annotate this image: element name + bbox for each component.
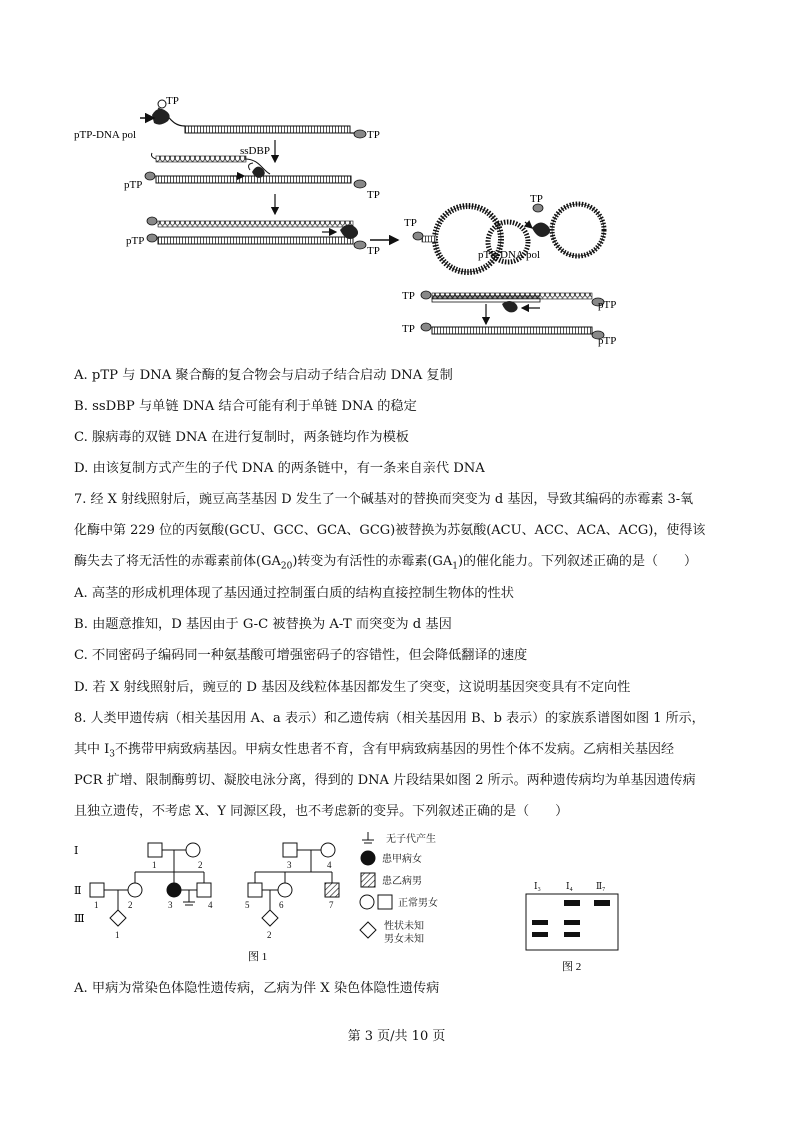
label-tp-3: TP — [367, 189, 380, 201]
q8-stem-line3: PCR 扩增、限制酶剪切、凝胶电泳分离，得到的 DNA 片段结果如图 2 所示。两种遗传病均为单基因遗传病 — [74, 773, 696, 788]
III1-unknown — [110, 910, 126, 926]
legend-affected-a-female: 患甲病女 — [382, 854, 422, 865]
II3-affected-female — [167, 883, 181, 897]
gel-figure-2 — [520, 878, 630, 973]
label-tp-1: TP — [166, 95, 179, 107]
num-I4: 4 — [327, 860, 332, 870]
num-II7: 7 — [329, 900, 334, 910]
band-I3-mid — [532, 920, 548, 925]
q7-option-c: C. 不同密码子编码同一种氨基酸可增强密码子的容错性，但会降低翻译的速度 — [74, 648, 528, 663]
num-I1: 1 — [152, 860, 157, 870]
II6-female — [278, 883, 292, 897]
row3-dsdna — [147, 217, 366, 249]
single-strand-circle — [413, 206, 501, 272]
band-I3-low — [532, 932, 548, 937]
II1-male — [90, 883, 104, 897]
num-II2: 2 — [128, 900, 133, 910]
q6-option-c: C. 腺病毒的双链 DNA 在进行复制时，两条链均作为模板 — [74, 430, 409, 445]
num-I2: 2 — [198, 860, 203, 870]
replication-diagram — [70, 90, 630, 355]
gen-label-III: Ⅲ — [74, 913, 85, 925]
q6-option-b: B. ssDBP 与单链 DNA 结合可能有利于单链 DNA 的稳定 — [74, 399, 417, 414]
gen-label-I: Ⅰ — [74, 845, 79, 857]
q7-option-a: A. 高茎的形成机理体现了基因通过控制蛋白质的结构直接控制生物体的性状 — [74, 586, 514, 601]
num-II6: 6 — [279, 900, 284, 910]
q7-stem-line3: 酶失去了将无活性的赤霉素前体$(GA_{20})$转变为有活性的赤霉素$(GA_1)$的催化能力。下列叙述正确的是（ ） — [74, 554, 698, 572]
label-ptp-3: pTP — [598, 299, 617, 311]
daughter-row1 — [421, 291, 604, 312]
II2-female — [128, 883, 142, 897]
band-I4-top — [564, 900, 580, 906]
q6-option-d: D. 由该复制方式产生的子代 DNA 的两条链中，有一条来自亲代 DNA — [74, 461, 485, 476]
gel-lane-label-II7: $Ⅱ_7$ — [596, 881, 606, 893]
I3-male — [283, 843, 297, 857]
label-ptp-2: pTP — [126, 235, 145, 247]
q8-stem-line4: 且独立遗传，不考虑 X、Y 同源区段，也不考虑新的变异。下列叙述正确的是（ ） — [74, 804, 569, 819]
label-ptp-dna-pol-1: pTP-DNA pol — [74, 129, 137, 141]
gen-label-II: Ⅱ — [74, 885, 82, 897]
q7-stem-line1: 7. 经 X 射线照射后，豌豆高茎基因 D 发生了一个碱基对的替换而突变为 d 基因，导致其编码的赤霉素 3-氧 — [74, 492, 694, 507]
legend-no-offspring: 无子代产生 — [386, 834, 436, 845]
figure-2-caption: 图 2 — [562, 961, 582, 973]
I4-female — [321, 843, 335, 857]
band-I4-mid — [564, 920, 580, 925]
III2-unknown — [262, 910, 278, 926]
label-ptp-4: pTP — [598, 335, 617, 347]
legend-normal: 正常男女 — [398, 898, 438, 909]
q8-option-a: A. 甲病为常染色体隐性遗传病，乙病为伴 X 染色体隐性遗传病 — [74, 981, 440, 996]
num-II4: 4 — [208, 900, 213, 910]
q7-option-d: D. 若 X 射线照射后，豌豆的 D 基因及线粒体基因都发生了突变，这说明基因突变具有不定向性 — [74, 680, 631, 695]
label-tp-6: TP — [530, 193, 543, 205]
II5-male — [248, 883, 262, 897]
q7-option-b: B. 由题意推知，D 基因由于 G-C 被替换为 A-T 而突变为 d 基因 — [74, 617, 452, 632]
num-III1: 1 — [115, 930, 120, 940]
q8-stem-line1: 8. 人类甲遗传病（相关基因用 A、a 表示）和乙遗传病（相关基因用 B、b 表示）的家族系谱图如图 1 所示， — [74, 711, 705, 726]
q6-option-a: A. pTP 与 DNA 聚合酶的复合物会与启动子结合启动 DNA 复制 — [74, 368, 453, 383]
label-ptp-1: pTP — [124, 179, 143, 191]
page-footer: 第 3 页/共 10 页 — [347, 1029, 446, 1044]
label-tp-4: TP — [367, 245, 380, 257]
num-II1: 1 — [94, 900, 99, 910]
num-II5: 5 — [245, 900, 250, 910]
legend-unknown-1: 性状未知 — [384, 921, 424, 932]
daughter-row2 — [421, 323, 604, 339]
band-I4-low — [564, 932, 580, 937]
II4-male — [197, 883, 211, 897]
q7-stem-line2: 化酶中第 229 位的丙氨酸(GCU、GCC、GCA、GCG)被替换为苏氨酸(ACU、ACC、ACA、ACG)，使得该 — [74, 523, 706, 538]
legend-affected-b-male: 患乙病男 — [382, 876, 422, 887]
label-ptp-dna-pol-2: pTP-DNA pol — [478, 249, 541, 261]
I2-female — [186, 843, 200, 857]
label-tp-8: TP — [402, 323, 415, 335]
pedigree-figure-1 — [70, 828, 460, 973]
row1-dsdna — [158, 108, 366, 138]
label-tp-2: TP — [367, 129, 380, 141]
num-III2: 2 — [267, 930, 272, 940]
label-tp-7: TP — [402, 290, 415, 302]
legend-unknown-2: 男女未知 — [384, 934, 424, 945]
gel-lane-label-I4: $Ⅰ_4$ — [566, 881, 573, 893]
row2-dsdna — [145, 153, 366, 188]
num-I3: 3 — [287, 860, 292, 870]
band-II7-top — [594, 900, 610, 906]
label-tp-5: TP — [404, 217, 417, 229]
label-ssdbp: ssDBP — [240, 145, 270, 157]
gel-lane-label-I3: $Ⅰ_3$ — [534, 881, 541, 893]
num-II3: 3 — [168, 900, 173, 910]
figure-1-caption: 图 1 — [248, 951, 268, 963]
I1-male — [148, 843, 162, 857]
q8-stem-line2: 其中 $Ⅰ_3$不携带甲病致病基因。甲病女性患者不育，含有甲病致病基因的男性个体不发病。乙病相关基因经 — [74, 742, 675, 760]
